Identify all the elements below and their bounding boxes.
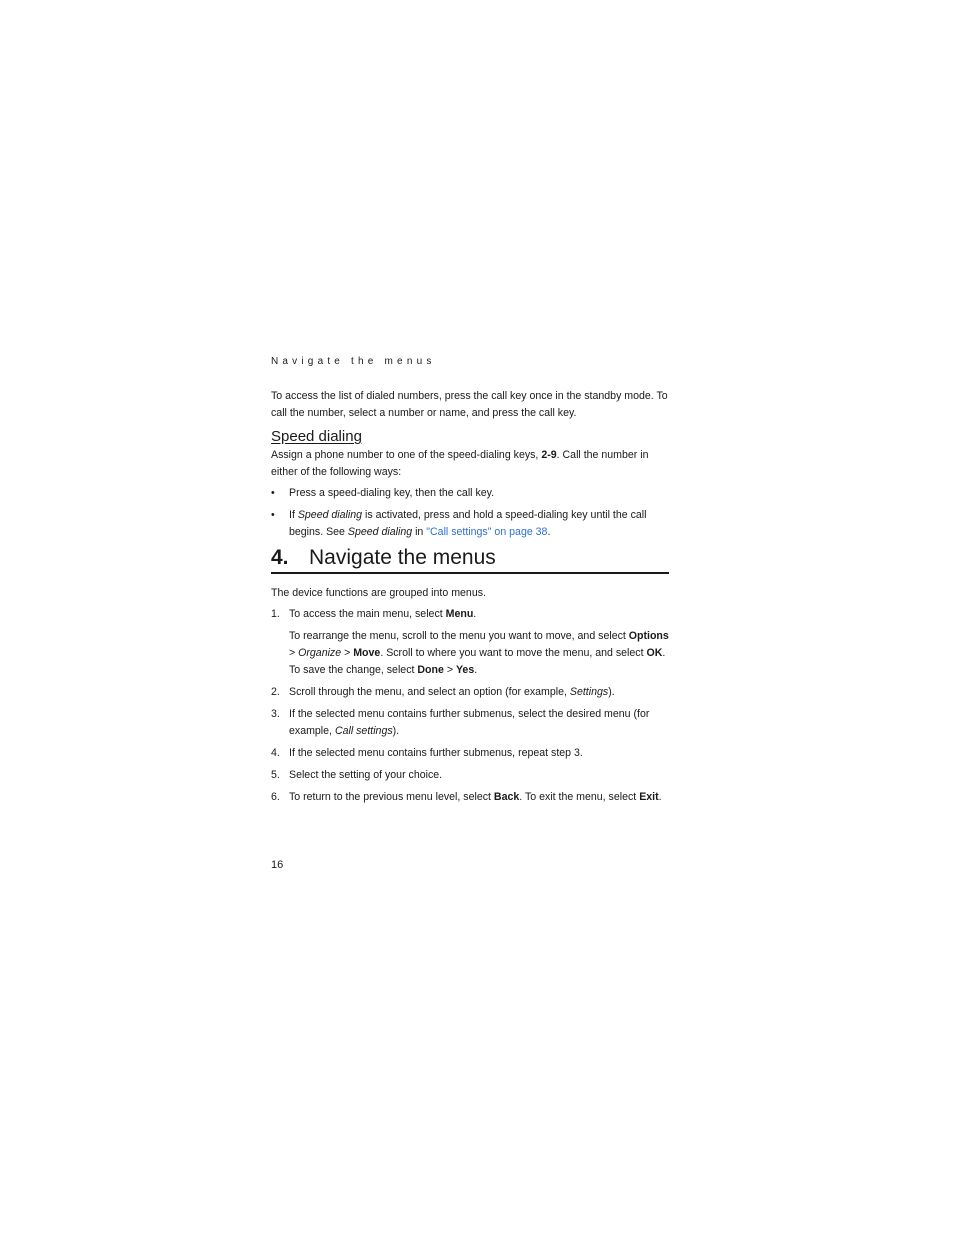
call-settings-link[interactable]: "Call settings" on page 38 <box>426 526 548 538</box>
step-item <box>271 706 669 740</box>
speed-dial-keys: 2-9 <box>541 449 557 461</box>
setting-name: Speed dialing <box>297 509 363 521</box>
step-text: . <box>474 664 478 676</box>
step-text: > <box>443 664 456 676</box>
step-number: 3. <box>271 708 280 720</box>
setting-name: Speed dialing <box>347 526 413 538</box>
chapter-intro: The device functions are grouped into menus. <box>271 587 486 599</box>
step-item <box>271 745 669 762</box>
list-item-text: If <box>289 509 298 521</box>
step-text: ). <box>608 686 615 698</box>
step-number: 5. <box>271 769 280 781</box>
step-subparagraph <box>289 628 669 679</box>
step-item <box>271 684 669 701</box>
page-number: 16 <box>271 859 284 871</box>
step-number: 1. <box>271 608 280 620</box>
bullet-icon: • <box>271 487 275 499</box>
menu-command: Options <box>628 630 669 642</box>
step-text: > <box>341 647 354 659</box>
chapter-title: Navigate the menus <box>309 546 496 569</box>
speed-dialing-lead <box>271 447 669 481</box>
menu-command: Move <box>353 647 381 659</box>
menu-command: Exit <box>639 791 659 803</box>
speed-dialing-list <box>271 485 669 541</box>
step-text: To rearrange the menu, scroll to the menu you want to move, and select <box>289 630 629 642</box>
step-number: 4. <box>271 747 280 759</box>
step-text: . <box>658 791 662 803</box>
intro-paragraph: To access the list of dialed numbers, press the call key once in the standby mode. To call the number, select a number or name, and press the call key. <box>271 390 668 419</box>
list-item <box>271 507 669 541</box>
step-item <box>271 789 669 806</box>
menu-command: OK <box>646 647 663 659</box>
chapter-number: 4. <box>271 546 289 569</box>
step-text: To return to the previous menu level, select <box>289 791 494 803</box>
option-name: Organize <box>298 647 342 659</box>
speed-dialing-heading: Speed dialing <box>271 428 362 445</box>
menu-command: Back <box>493 791 520 803</box>
bullet-icon: • <box>271 509 275 521</box>
document-page <box>271 352 669 806</box>
step-text: . Scroll to where you want to move the menu, and select <box>380 647 647 659</box>
menu-command: Menu <box>445 608 474 620</box>
step-text: . To save the change, select <box>289 647 666 676</box>
list-item-text: Press a speed-dialing key, then the call key. <box>289 487 495 499</box>
step-item <box>271 767 669 784</box>
step-item <box>271 606 669 679</box>
step-number: 2. <box>271 686 280 698</box>
lead-text: Assign a phone number to one of the speed-dialing keys, <box>271 449 542 461</box>
chapter-heading <box>271 545 669 574</box>
step-text: To access the main menu, select <box>289 608 446 620</box>
list-item <box>271 485 669 502</box>
speed-dialing-section <box>271 427 669 541</box>
step-text: If the selected menu contains further submenus, repeat step 3. <box>289 747 583 759</box>
step-text: . To exit the menu, select <box>519 791 640 803</box>
step-text: Select the setting of your choice. <box>289 769 443 781</box>
list-item-text: in <box>412 526 427 538</box>
step-number: 6. <box>271 791 280 803</box>
step-text: . <box>473 608 477 620</box>
steps-list <box>271 606 669 806</box>
option-name: Call settings <box>334 725 393 737</box>
list-item-text: . <box>547 526 551 538</box>
running-header: Navigate the menus <box>271 356 436 367</box>
option-name: Settings <box>569 686 609 698</box>
step-text: If the selected menu contains further submenus, select the desired menu (for example, <box>289 708 650 737</box>
list-item-text: is activated, press and hold a speed-dialing key until the call begins. See <box>289 509 647 538</box>
menu-command: Done <box>417 664 444 676</box>
step-text: > <box>289 647 299 659</box>
lead-text: . Call the number in either of the following ways: <box>271 449 649 478</box>
step-text: ). <box>392 725 400 737</box>
menu-command: Yes <box>455 664 475 676</box>
step-text: Scroll through the menu, and select an option (for example, <box>289 686 570 698</box>
